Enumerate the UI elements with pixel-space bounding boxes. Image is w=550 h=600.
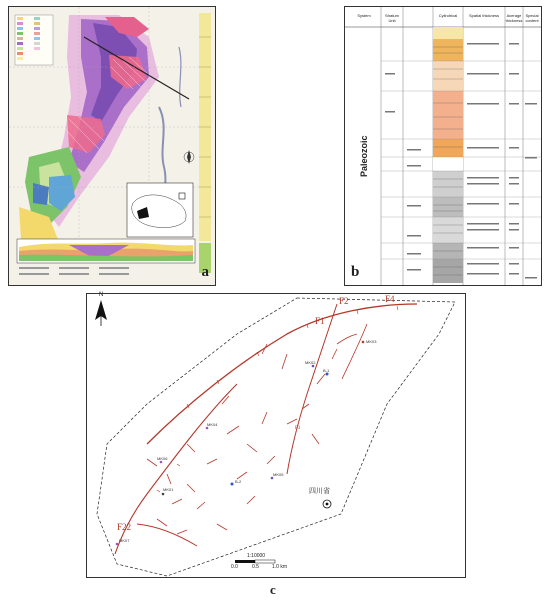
fault-label-f4: F4 <box>385 294 395 304</box>
panel-c-fault-map <box>86 293 466 578</box>
fault-label-f1: F1 <box>315 316 325 326</box>
inset-locator-map <box>127 183 193 237</box>
fault-label-f2: F2 <box>339 296 349 306</box>
map-legend <box>15 15 53 65</box>
panel-b-label: b <box>351 264 360 280</box>
cross-section-graphic <box>17 239 195 263</box>
well-label-mk03: MK03 <box>366 339 377 344</box>
scale-tick-2: 1.0 km <box>272 564 288 570</box>
panel-a-label: a <box>201 264 209 280</box>
study-area-boundary <box>97 298 455 576</box>
fault-line-f1 <box>147 304 417 444</box>
header-average: Average thickness <box>505 13 523 23</box>
header-spatial: Spatial thickness <box>468 13 499 18</box>
panel-c-label: c <box>270 582 276 597</box>
era-label: Paleozoic <box>359 135 369 177</box>
well-label-mk02: MK02 <box>305 360 316 365</box>
scale-tick-0: 0.0 <box>231 564 238 570</box>
place-name-label: 四川省 <box>309 488 330 495</box>
fault-line-f22 <box>115 384 237 554</box>
panel-a-geological-map <box>8 6 216 286</box>
header-system: System <box>357 13 371 18</box>
scale-tick-1: 0.5 <box>252 564 259 570</box>
fault-label-f22: F22 <box>117 522 132 532</box>
fault-map-graphic <box>87 294 465 577</box>
north-arrow-icon <box>95 300 107 326</box>
scale-bar <box>235 560 275 563</box>
well-label-mk01: MK01 <box>163 487 174 492</box>
geological-map-graphic <box>9 7 215 285</box>
well-label-mk07: MK07 <box>119 538 130 543</box>
north-label: N <box>99 292 104 298</box>
well-label-mk05: MK05 <box>273 472 284 477</box>
header-stratum: Stratum Unit <box>384 13 399 23</box>
panel-b-stratigraphic-column <box>344 6 542 286</box>
header-special: Special content <box>525 13 539 23</box>
stratigraphic-table-graphic <box>345 7 541 285</box>
header-cylindrical: Cylindrical <box>438 13 458 18</box>
scale-ratio: 1:10000 <box>247 553 266 559</box>
well-label-b1: B-1 <box>323 368 330 373</box>
well-label-b2: B-2 <box>235 479 242 484</box>
fault-label-f3: F3 <box>295 426 301 431</box>
well-label-mk04: MK04 <box>207 422 218 427</box>
well-label-mk06: MK06 <box>157 456 168 461</box>
place-symbol-icon <box>323 500 331 508</box>
